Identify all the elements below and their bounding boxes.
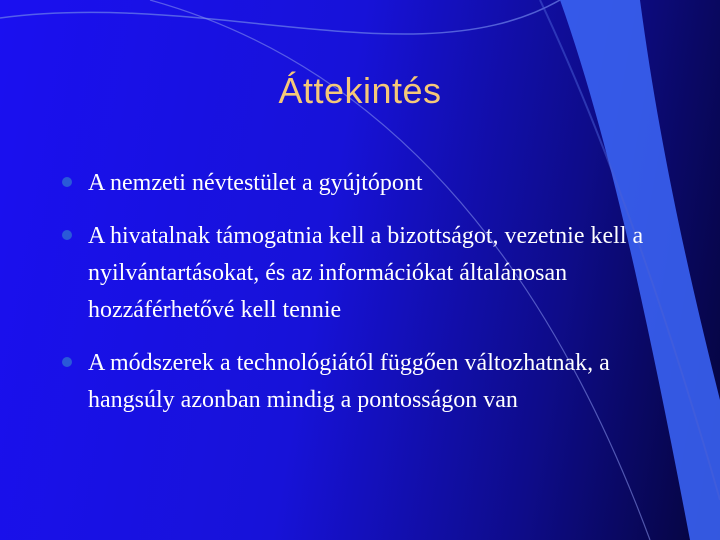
bullet-list	[60, 165, 690, 435]
bullet-item	[60, 218, 690, 329]
bullet-item	[60, 345, 690, 419]
slide-title: Áttekintés	[278, 70, 442, 111]
bullet-text: A módszerek a technológiától függően változhatnak, a hangsúly azonban mindig a pontosságon van	[88, 350, 610, 413]
bullet-text: A hivatalnak támogatnia kell a bizottságot, vezetnie kell a nyilvántartásokat, és az információkat általánosan hozzáférhetővé kell tennie	[88, 223, 644, 323]
bullet-text: A nemzeti névtestület a gyújtópont	[88, 170, 423, 196]
bullet-item	[60, 165, 690, 202]
bullet-dot-icon	[62, 357, 72, 367]
decorative-arc-outer	[0, 0, 560, 34]
bullet-dot-icon	[62, 230, 72, 240]
bullet-dot-icon	[62, 177, 72, 187]
